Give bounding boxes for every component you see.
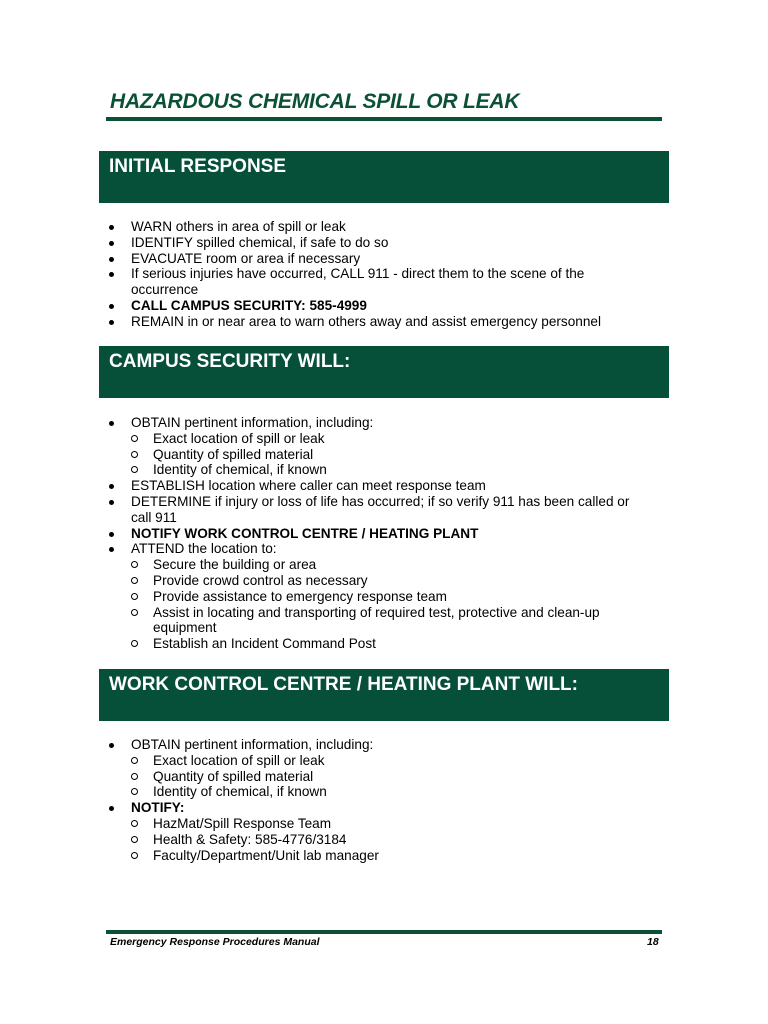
list-item: WARN others in area of spill or leak xyxy=(0,219,651,235)
sub-list-item: Quantity of spilled material xyxy=(0,447,653,463)
section-heading: CAMPUS SECURITY WILL: xyxy=(109,351,351,372)
section-header-initial-response xyxy=(99,151,669,203)
section-heading: WORK CONTROL CENTRE / HEATING PLANT WILL: xyxy=(109,674,578,695)
sub-list-item: HazMat/Spill Response Team xyxy=(0,816,653,832)
sub-list-item: Quantity of spilled material xyxy=(0,769,653,785)
list-item: DETERMINE if injury or loss of life has occurred; if so verify 911 has been called or call 911 xyxy=(0,494,651,526)
sub-list-item: Provide crowd control as necessary xyxy=(0,573,653,589)
list-item: REMAIN in or near area to warn others away and assist emergency personnel xyxy=(0,314,651,330)
sub-list-item: Exact location of spill or leak xyxy=(0,753,653,769)
page-title: HAZARDOUS CHEMICAL SPILL OR LEAK xyxy=(110,90,520,113)
sub-list-item: Establish an Incident Command Post xyxy=(0,636,653,652)
list-item: ATTEND the location to: xyxy=(0,541,651,557)
list-item: OBTAIN pertinent information, including: xyxy=(0,737,651,753)
footer-manual-name: Emergency Response Procedures Manual xyxy=(110,936,320,948)
section-heading: INITIAL RESPONSE xyxy=(109,156,287,177)
list-item: IDENTIFY spilled chemical, if safe to do so xyxy=(0,235,651,251)
section-header-work-control-centre xyxy=(99,669,669,721)
list-item: If serious injuries have occurred, CALL 911 - direct them to the scene of the occurrence xyxy=(0,266,651,298)
list-item: NOTIFY WORK CONTROL CENTRE / HEATING PLANT xyxy=(0,526,651,542)
footer-divider xyxy=(106,930,662,934)
sub-list-item: Exact location of spill or leak xyxy=(0,431,653,447)
sub-list-item: Identity of chemical, if known xyxy=(0,784,653,800)
list-item: ESTABLISH location where caller can meet response team xyxy=(0,478,651,494)
section-header-campus-security xyxy=(99,346,669,398)
list-item: OBTAIN pertinent information, including: xyxy=(0,415,651,431)
initial-response-list xyxy=(0,219,651,330)
sub-list-item: Secure the building or area xyxy=(0,557,653,573)
page-number: 18 xyxy=(647,936,659,948)
work-control-centre-list xyxy=(0,737,653,863)
sub-list-item: Identity of chemical, if known xyxy=(0,462,653,478)
sub-list-item: Faculty/Department/Unit lab manager xyxy=(0,848,653,864)
sub-list-item: Health & Safety: 585-4776/3184 xyxy=(0,832,653,848)
list-item: CALL CAMPUS SECURITY: 585-4999 xyxy=(0,298,651,314)
sub-list-item: Provide assistance to emergency response team xyxy=(0,589,653,605)
list-item: NOTIFY: xyxy=(0,800,651,816)
title-divider xyxy=(106,117,662,121)
list-item: EVACUATE room or area if necessary xyxy=(0,251,651,267)
campus-security-list xyxy=(0,415,653,652)
sub-list-item: Assist in locating and transporting of required test, protective and clean-up equipment xyxy=(0,605,653,637)
